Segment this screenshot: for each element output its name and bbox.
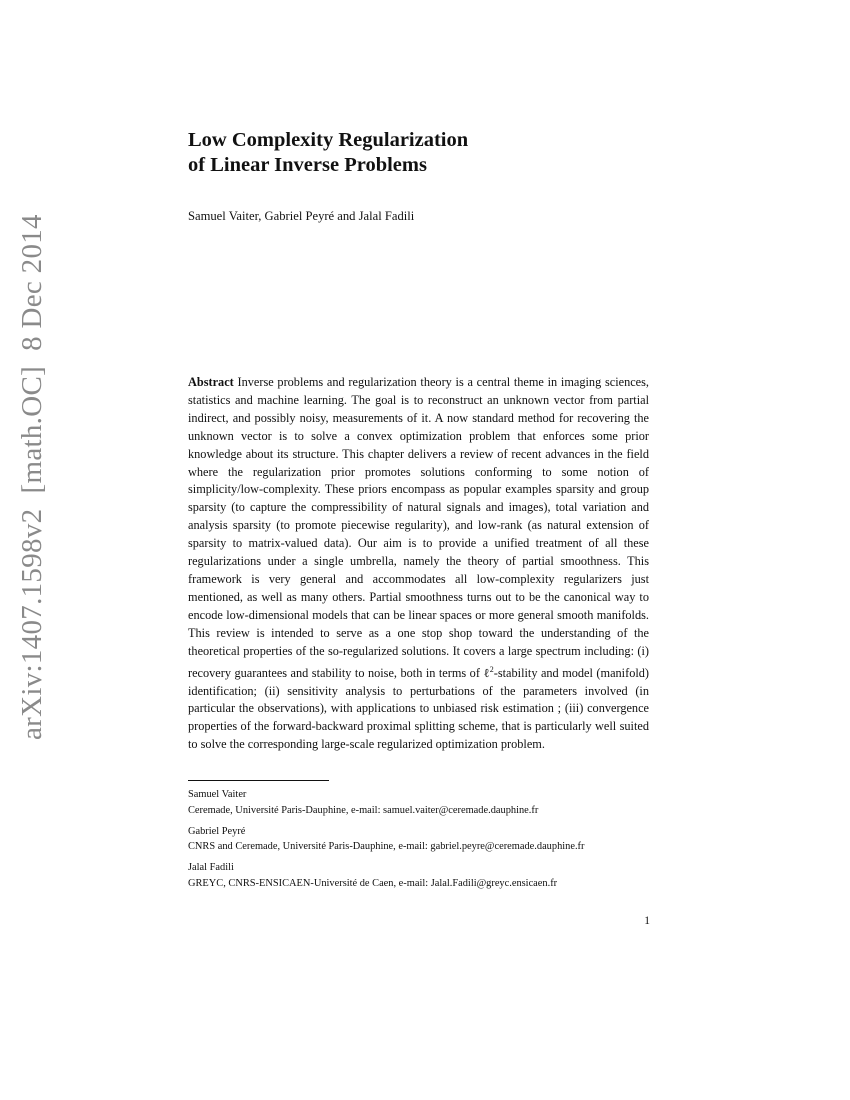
author-affiliations [188,787,658,897]
affiliation-fadili [188,860,658,891]
affiliation-name: Jalal Fadili [188,862,234,873]
author-list: Samuel Vaiter, Gabriel Peyré and Jalal Fadili [188,209,415,223]
paper-title-line-1: Low Complexity Regularization [188,129,469,151]
affiliation-vaiter [188,787,658,818]
l2-symbol: ℓ [483,665,490,680]
abstract-text-part-2: -stability and model (manifold) identification; (ii) sensitivity analysis to perturbations of the parameters involved (in particular the observations), with applications to unbiased risk estimation ; (iii) convergence properties of the forward-backward proximal splitting scheme, that is particularly well suited to solve the corresponding large-scale regularized optimization problem. [188,665,650,752]
affiliation-detail: CNRS and Ceremade, Université Paris-Dauphine, e-mail: gabriel.peyre@ceremade.dauphine.fr [188,841,585,852]
abstract-label: Abstract [188,375,234,389]
page-number: 1 [644,915,650,927]
abstract-text-part-1: Inverse problems and regularization theory is a central theme in imaging sciences, statistics and machine learning. The goal is to reconstruct an unknown vector from partial indirect, and possibly noisy, measurements of it. A now standard method for recovering the unknown vector is to solve a convex optimization problem that enforces some prior knowledge about its structure. This chapter delivers a review of recent advances in the field where the regularization prior promotes solutions conforming to some notion of simplicity/low-complexity. These priors encompass as popular examples sparsity and group sparsity (to capture the compressibility of natural signals and images), total variation and analysis sparsity (to promote piecewise regularity), and low-rank (as natural extension of sparsity to matrix-valued data). Our aim is to provide a unified treatment of all these regularizations under a single umbrella, namely the theory of partial smoothness. This framework is very general and accommodates all low-complexity regularizers just mentioned, as well as many others. Partial smoothness turns out to be the canonical way to encode low-dimensional models that can be linear spaces or more general smooth manifolds. This review is intended to serve as a one stop shop toward the understanding of the theoretical properties of the so-regularized solutions. It covers a large spectrum including: (i) recovery guarantees and stability to noise, both in terms of [188,375,649,680]
paper-title-line-2: of Linear Inverse Problems [188,154,427,176]
paper-title [188,128,628,178]
footnote-divider [188,780,329,781]
affiliation-peyre [188,824,658,855]
affiliation-detail: Ceremade, Université Paris-Dauphine, e-mail: samuel.vaiter@ceremade.dauphine.fr [188,804,539,816]
abstract [188,374,649,754]
arxiv-identifier-stamp: arXiv:1407.1598v2 [math.OC] 8 Dec 2014 [16,214,48,740]
affiliation-name: Samuel Vaiter [188,789,247,800]
l2-exponent: 2 [489,664,494,674]
affiliation-name: Gabriel Peyré [188,825,246,837]
affiliation-detail: GREYC, CNRS-ENSICAEN-Université de Caen, e-mail: Jalal.Fadili@greyc.ensicaen.fr [188,877,558,889]
